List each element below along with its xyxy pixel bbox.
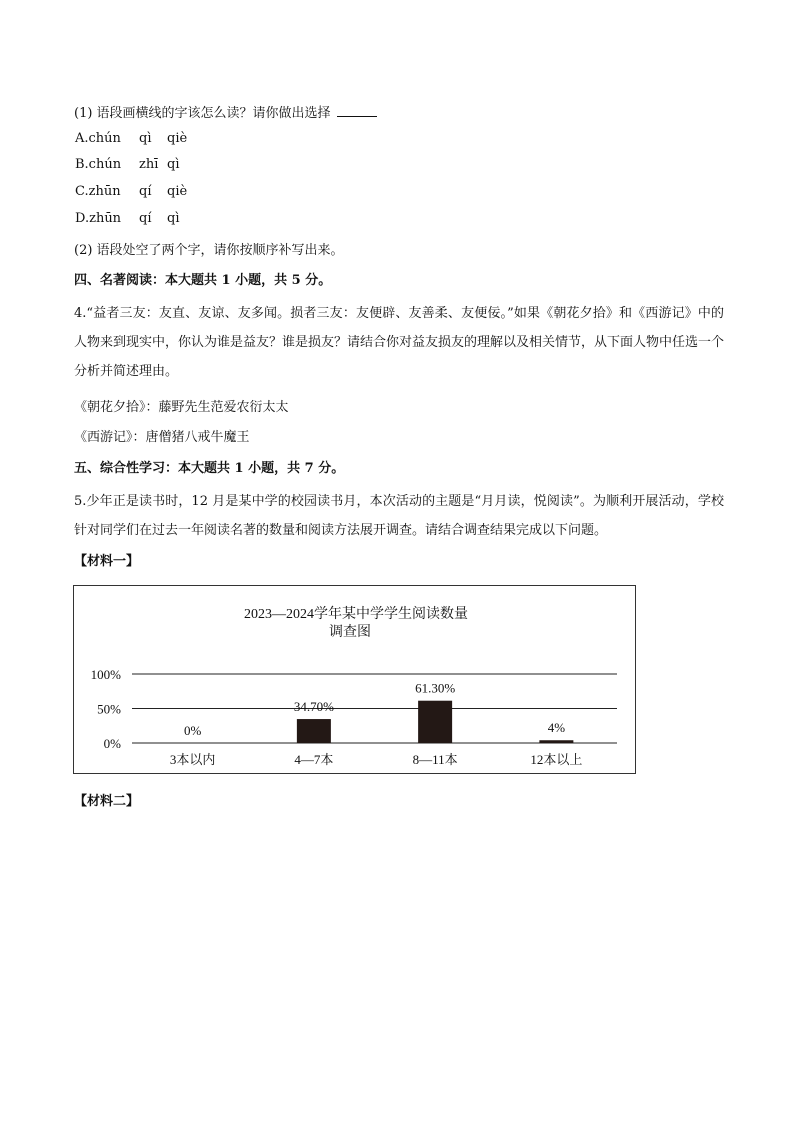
option-b-3: qì bbox=[167, 157, 180, 172]
option-a-2: qì bbox=[139, 131, 152, 146]
y-tick-label: 100% bbox=[90, 667, 121, 682]
q1-question bbox=[74, 104, 377, 123]
option-c-1: C.zhūn bbox=[75, 184, 121, 199]
bar bbox=[297, 719, 331, 743]
q1-option-b[interactable] bbox=[75, 156, 179, 174]
y-tick-label: 0% bbox=[103, 736, 121, 751]
x-tick-label: 12本以上 bbox=[530, 752, 583, 767]
y-tick-label: 50% bbox=[97, 701, 121, 717]
option-b-2: zhī bbox=[139, 157, 159, 172]
chart-title: 2023—2024学年某中学学生阅读数量 bbox=[244, 607, 468, 622]
q1-option-d[interactable] bbox=[75, 210, 179, 228]
x-tick-label: 8—11本 bbox=[412, 752, 458, 767]
option-c-2: qí bbox=[139, 184, 152, 199]
section5-heading: 五、综合性学习：本大题共 1 小题，共 7 分。 bbox=[74, 461, 345, 476]
x-tick-label: 3本以内 bbox=[169, 752, 216, 767]
bar-value-label: 61.30% bbox=[415, 680, 456, 696]
q2-text: (2) 语段处空了两个字，请你按顺序补写出来。 bbox=[74, 243, 344, 258]
section5-question: 5.少年正是读书时，12 月是某中学的校园读书月，本次活动的主题是“月月读，悦阅读”。为顺利开展活动，学校针对同学们在过去一年阅读名著的数量和阅读方法展开调查。请结合调查结果完成以下问题。 bbox=[74, 494, 724, 538]
q1-option-c[interactable] bbox=[75, 183, 187, 201]
option-d-1: D.zhūn bbox=[75, 211, 122, 226]
bar bbox=[539, 740, 573, 743]
book2-characters: 《西游记》：唐僧猪八戒牛魔王 bbox=[74, 430, 250, 445]
option-a-3: qiè bbox=[167, 131, 188, 146]
material2-label: 【材料二】 bbox=[74, 794, 140, 809]
q1-question-text: (1) 语段画横线的字该怎么读？请你做出选择 bbox=[74, 106, 331, 121]
option-a-1: A.chún bbox=[75, 131, 121, 146]
reading-quantity-chart bbox=[73, 585, 636, 774]
book1-characters: 《朝花夕拾》：藤野先生范爱农衍太太 bbox=[74, 400, 289, 415]
option-c-3: qiè bbox=[167, 184, 188, 199]
chart-subtitle: 调查图 bbox=[329, 625, 371, 640]
bar-value-label: 34.70% bbox=[293, 699, 334, 715]
section4-heading: 四、名著阅读：本大题共 1 小题，共 5 分。 bbox=[74, 273, 332, 288]
x-tick-label: 4—7本 bbox=[294, 752, 334, 767]
bar bbox=[418, 701, 452, 743]
bar-value-label: 0% bbox=[183, 723, 202, 738]
chart-svg bbox=[74, 586, 637, 775]
option-b-1: B.chún bbox=[75, 157, 122, 172]
q1-option-a[interactable] bbox=[75, 130, 187, 148]
option-d-2: qí bbox=[139, 211, 152, 226]
section4-question: 4.“益者三友：友直、友谅、友多闻。损者三友：友便辟、友善柔、友便佞。”如果《朝花夕拾》和《西游记》中的人物来到现实中，你认为谁是益友？谁是损友？请结合你对益友损友的理解以及相关情节，从下面人物中任选一个分析并简述理由。 bbox=[74, 306, 725, 379]
bar-value-label: 4% bbox=[547, 720, 566, 736]
material1-label: 【材料一】 bbox=[74, 554, 140, 569]
answer-blank[interactable] bbox=[337, 104, 377, 117]
option-d-3: qì bbox=[167, 211, 180, 226]
